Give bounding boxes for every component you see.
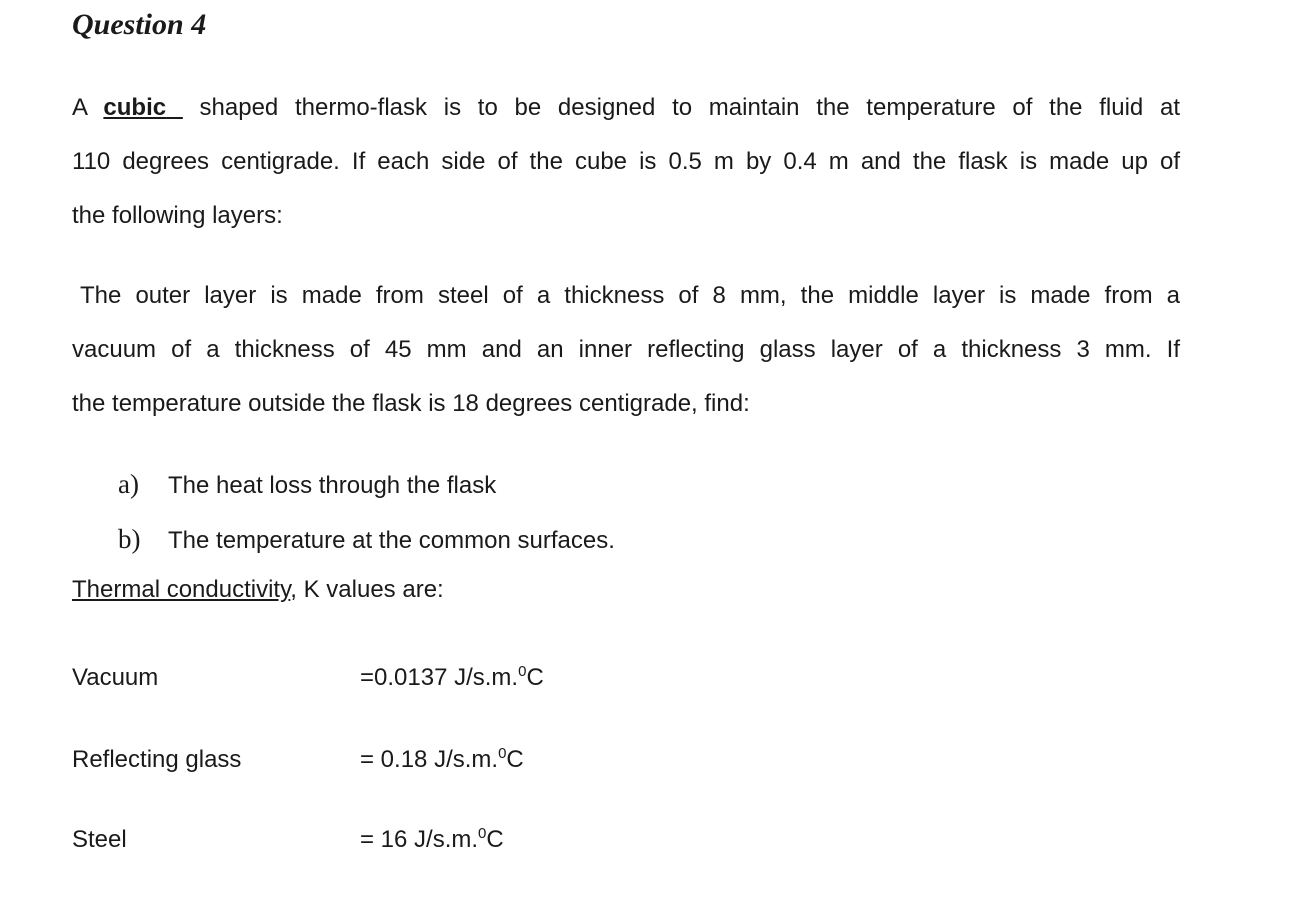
- question-heading: Question 4: [72, 8, 207, 41]
- question-item-b: [118, 524, 615, 579]
- unit-text: C: [526, 664, 544, 691]
- paragraph-2-line-2: vacuum of a thickness of 45 mm and an inner reflecting glass layer of a thickness 3 mm. If: [72, 336, 1180, 363]
- cubic-emphasis: cubic: [103, 94, 167, 121]
- paragraph-1-prefix: A: [72, 94, 104, 121]
- question-text-a: The heat loss through the flask: [168, 472, 497, 499]
- conductivity-value: [360, 664, 544, 691]
- conductivity-title: [72, 576, 444, 604]
- material-name: Reflecting glass: [72, 746, 242, 773]
- problem-paragraph-1: [72, 81, 1180, 243]
- problem-paragraph-2: [72, 269, 1180, 431]
- paragraph-1-line-3: the following layers:: [72, 202, 283, 229]
- material-name: Vacuum: [72, 664, 159, 691]
- value-text: = 16 J/s.m.: [360, 826, 479, 853]
- question-marker-b: b): [118, 524, 141, 554]
- paragraph-1-line-1: [72, 81, 1180, 135]
- degree-mark: 0: [498, 745, 507, 762]
- question-list: [118, 469, 615, 579]
- conductivity-title-rest: , K values are:: [290, 576, 444, 603]
- conductivity-row-steel: [72, 817, 504, 851]
- degree-mark: 0: [478, 825, 487, 842]
- question-item-a: [118, 469, 615, 524]
- conductivity-value: [360, 826, 504, 853]
- degree-mark: 0: [518, 663, 527, 680]
- conductivity-value: [360, 746, 524, 773]
- value-text: =0.0137 J/s.m.: [360, 664, 519, 691]
- unit-text: C: [486, 826, 504, 853]
- underlined-space: [166, 94, 183, 121]
- unit-text: C: [506, 746, 524, 773]
- paragraph-2-line-3: the temperature outside the flask is 18 degrees centigrade, find:: [72, 390, 750, 417]
- conductivity-row-vacuum: [72, 655, 544, 689]
- question-marker-a: a): [118, 469, 139, 499]
- value-text: = 0.18 J/s.m.: [360, 746, 499, 773]
- paragraph-2-line-1: The outer layer is made from steel of a thickness of 8 mm, the middle layer is made from a: [80, 282, 1180, 309]
- paragraph-1-line-1-rest: shaped thermo-flask is to be designed to maintain the temperature of the fluid at: [182, 94, 1180, 121]
- paragraph-1-line-2: 110 degrees centigrade. If each side of the cube is 0.5 m by 0.4 m and the flask is made up of: [72, 148, 1180, 175]
- conductivity-title-underlined: Thermal conductivity: [72, 576, 291, 603]
- material-name: Steel: [72, 826, 127, 853]
- conductivity-row-reflecting-glass: [72, 737, 524, 771]
- question-text-b: The temperature at the common surfaces.: [168, 527, 615, 554]
